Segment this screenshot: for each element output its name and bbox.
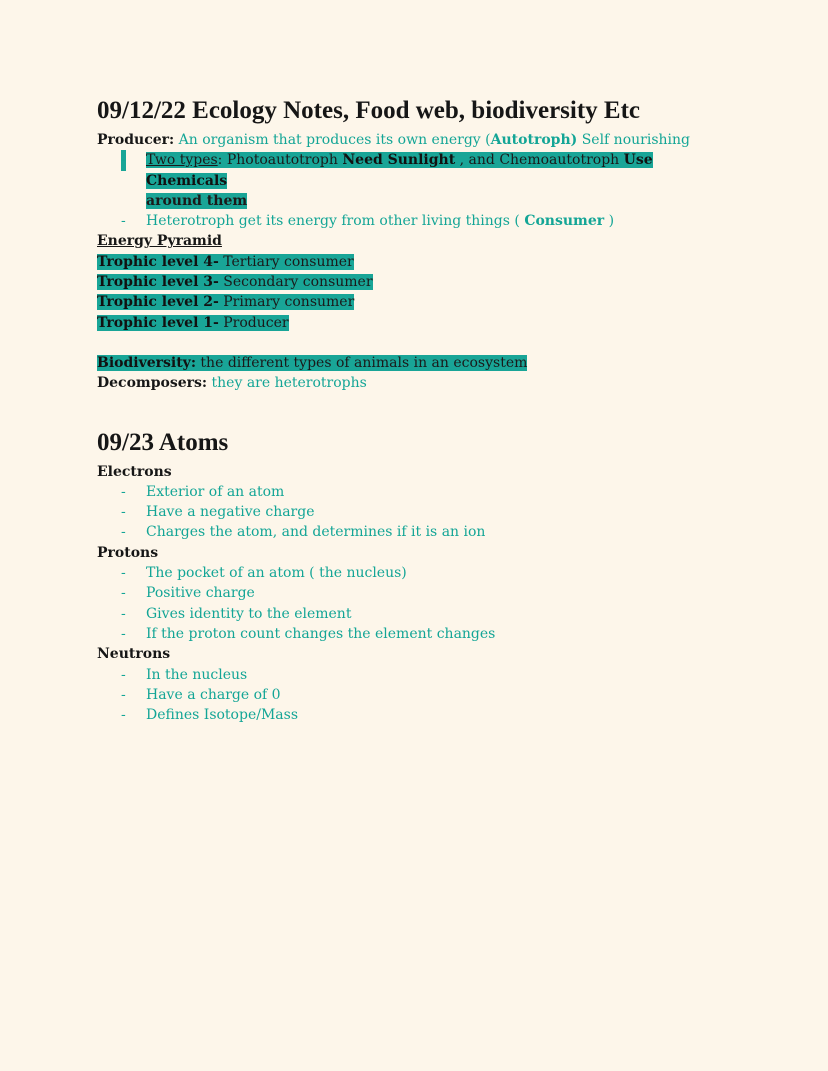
electrons-heading: Electrons	[97, 463, 172, 480]
list-item	[97, 705, 737, 725]
trophic-level-3	[97, 272, 737, 292]
list-item	[97, 522, 737, 542]
heterotroph-text: Heterotroph get its energy from other living things (	[146, 213, 525, 230]
bullet-dash: -	[121, 605, 126, 622]
list-item	[97, 685, 737, 705]
energy-pyramid-label: Energy Pyramid	[97, 233, 222, 250]
atoms-heading: 09/23 Atoms	[97, 428, 229, 456]
trophic-level-1	[97, 313, 737, 333]
list-item-text: The pocket of an atom ( the nucleus)	[146, 565, 407, 582]
autotroph-term: Autotroph)	[490, 132, 578, 148]
list-item-text: Exterior of an atom	[146, 483, 285, 500]
producer-label: Producer:	[97, 132, 175, 148]
energy-pyramid-title	[97, 231, 737, 251]
bullet-dash: -	[121, 150, 126, 170]
trophic-level-label: Trophic level 2-	[97, 294, 219, 311]
list-item	[97, 563, 737, 583]
trophic-level-label: Trophic level 1-	[97, 314, 219, 331]
list-item-two-types	[97, 150, 737, 211]
list-item-text: Gives identity to the element	[146, 605, 352, 622]
producer-line	[97, 130, 737, 150]
list-item-text: Have a charge of 0	[146, 686, 281, 703]
bullet-dash: -	[121, 666, 126, 683]
biodiversity-label: Biodiversity:	[97, 354, 196, 371]
list-item-text: If the proton count changes the element changes	[146, 625, 496, 642]
heterotroph-close: )	[604, 213, 615, 230]
list-item	[97, 624, 737, 644]
bullet-dash: -	[121, 686, 126, 703]
list-item-text: Defines Isotope/Mass	[146, 707, 298, 724]
bullet-dash: -	[121, 585, 126, 602]
consumer-term: Consumer	[524, 213, 605, 230]
trophic-level-value: Tertiary consumer	[218, 253, 354, 270]
biodiversity-text: the different types of animals in an ecosystem	[195, 354, 528, 371]
around-them-term: around them	[146, 192, 248, 209]
trophic-level-value: Secondary consumer	[218, 274, 373, 291]
use-chemicals-term: Use Chemicals	[146, 152, 653, 189]
bullet-dash: -	[121, 565, 126, 582]
list-item-text: Positive charge	[146, 585, 255, 602]
trophic-level-label: Trophic level 3-	[97, 274, 219, 291]
trophic-level-value: Producer	[218, 314, 289, 331]
bullet-dash: -	[121, 483, 126, 500]
bullet-dash: -	[121, 707, 126, 724]
trophic-level-2	[97, 292, 737, 312]
bullet-dash: -	[121, 524, 126, 541]
producer-text: An organism that produces its own energy (	[174, 132, 491, 148]
decomposers-label: Decomposers:	[97, 375, 208, 392]
list-item	[97, 583, 737, 603]
list-item	[97, 604, 737, 624]
list-item-text: Have a negative charge	[146, 504, 315, 521]
chemoautotroph-text: , and Chemoautotroph	[455, 152, 624, 169]
bullet-dash: -	[121, 504, 126, 521]
list-item	[97, 482, 737, 502]
trophic-level-value: Primary consumer	[218, 294, 355, 311]
bullet-dash: -	[121, 625, 126, 642]
two-types-label: Two types	[146, 152, 218, 169]
list-item	[97, 665, 737, 685]
list-item-heterotroph	[97, 211, 737, 231]
decomposers-line	[97, 373, 737, 393]
trophic-level-4	[97, 252, 737, 272]
self-nourishing-text: Self nourishing	[577, 132, 690, 148]
list-item-text: Charges the atom, and determines if it is an ion	[146, 524, 486, 541]
need-sunlight-term: Need Sunlight	[342, 152, 456, 169]
protons-heading: Protons	[97, 544, 159, 561]
list-item	[97, 502, 737, 522]
neutrons-heading: Neutrons	[97, 646, 171, 663]
bullet-dash: -	[121, 213, 126, 230]
biodiversity-line	[97, 353, 737, 373]
trophic-level-label: Trophic level 4-	[97, 253, 219, 270]
two-types-text: : Photoautotroph	[217, 152, 343, 169]
decomposers-text: they are heterotrophs	[207, 375, 367, 392]
ecology-heading: 09/12/22 Ecology Notes, Food web, biodiversity Etc	[97, 97, 641, 124]
list-item-text: In the nucleus	[146, 666, 248, 683]
